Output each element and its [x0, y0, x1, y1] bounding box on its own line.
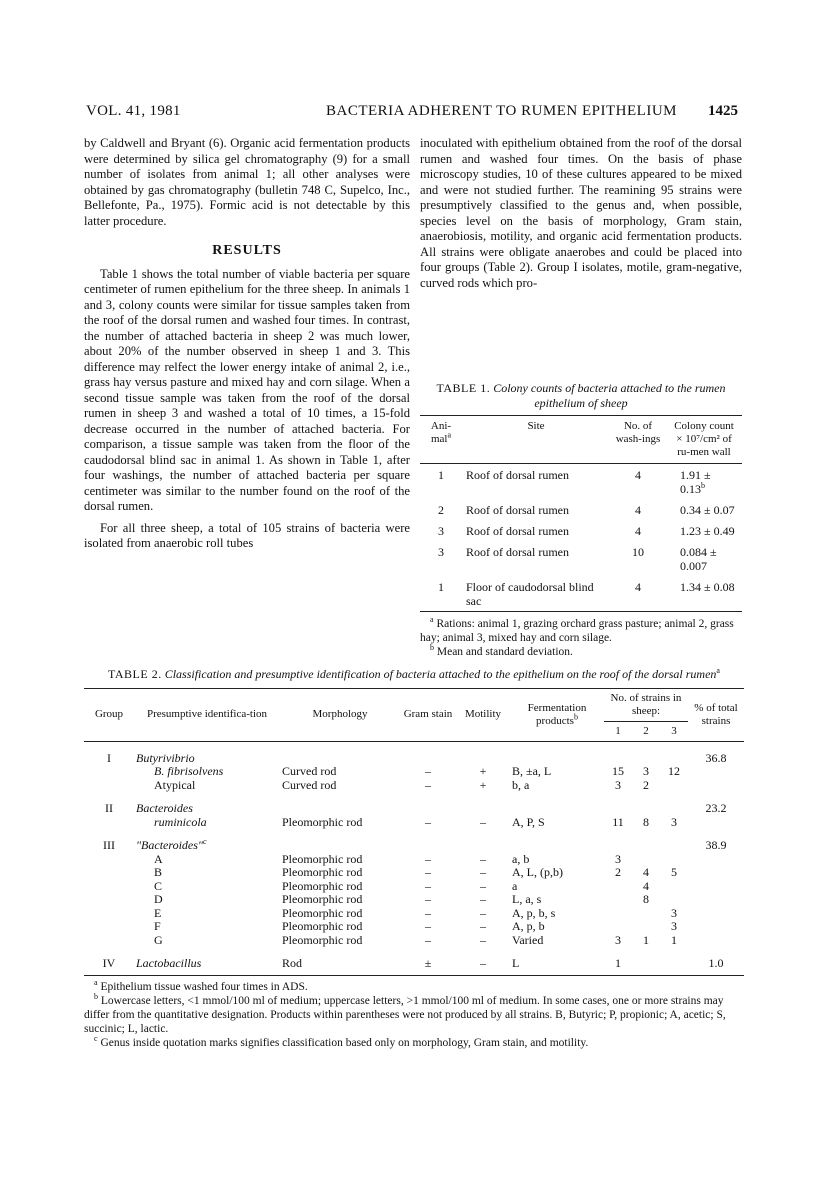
table-row — [420, 576, 742, 612]
cell-sheep-2 — [632, 947, 660, 975]
cell-sheep-2 — [632, 853, 660, 867]
cell-gram: – — [425, 865, 431, 879]
cell-identification: G — [154, 932, 163, 947]
cell-sheep-3: 1 — [671, 932, 677, 947]
cell-animal: 1 — [438, 468, 444, 482]
cell-group: IV — [102, 956, 116, 970]
table-1-footnote-a: $^a$ Rations: animal 1, grazing orchard grass pasture; animal 2, grass hay; animal 3, mixed hay and corn silage. — [420, 615, 734, 644]
cell-sheep-3 — [660, 893, 688, 907]
table-row — [84, 816, 744, 830]
cell-animal: 2 — [438, 503, 444, 517]
table-row — [84, 765, 744, 779]
cell-percent: 1.0 — [708, 956, 724, 970]
cell-sheep-2: 8 — [643, 892, 649, 906]
table-row — [84, 779, 744, 793]
cell-sheep-3: 5 — [671, 865, 677, 879]
table-row — [84, 947, 744, 975]
right-column — [420, 136, 742, 291]
cell-gram: ± — [424, 956, 432, 970]
cell-motility: – — [480, 932, 486, 947]
cell-sheep-1: 11 — [612, 814, 624, 829]
cell-identification: Atypical — [154, 777, 196, 792]
table-1 — [420, 381, 742, 659]
cell-identification: C — [154, 878, 163, 893]
table-2-header-gram: Gram stain — [403, 708, 453, 720]
table-1-header-count: Colony count × 10⁷/cm² of ru-men wall — [674, 420, 734, 458]
table-2-label: TABLE 2. — [108, 667, 162, 681]
table-1-label: TABLE 1. — [436, 381, 491, 395]
cell-sheep-1 — [604, 893, 632, 907]
cell-sheep-3 — [660, 947, 688, 975]
cell-motility: – — [480, 892, 486, 906]
cell-identification: F — [154, 919, 161, 933]
table-row — [84, 792, 744, 816]
cell-motility: + — [479, 777, 487, 792]
cell-identification: E — [154, 905, 162, 920]
cell-sheep-3: 3 — [671, 814, 677, 829]
table-row — [84, 829, 744, 853]
table-2-header-fermentation: Fermentation products$^b$ — [527, 701, 587, 727]
cell-gram: – — [425, 932, 431, 947]
methods-paragraph: by Caldwell and Bryant (6). Organic acid fermentation products were determined by silica gel chromatography (9) for a small number of isolates from animal 1; all other analyses were obtained by gas chromatography (bulletin 748 C, Supelco, Inc., Bellefonte, Pa., 1975). Formic acid is not detectable by this latter procedure. — [84, 136, 410, 228]
table-2-header-percent: % of total strains — [694, 701, 738, 727]
cell-identification: B — [154, 865, 163, 879]
cell-morphology: Curved rod — [282, 777, 337, 792]
table-2-header-sheep-1: 1 — [615, 724, 621, 737]
cell-count: 1.91 ± 0.13$^b$ — [680, 468, 711, 496]
cell-sheep-1 — [604, 907, 632, 921]
cell-site: Roof of dorsal rumen — [466, 545, 569, 559]
cell-animal: 3 — [438, 545, 444, 559]
cell-group: II — [105, 801, 113, 815]
cell-percent: 23.2 — [705, 801, 727, 815]
cell-fermentation: A, p, b, s — [512, 905, 556, 920]
table-1-title: Colony counts of bacteria attached to the rumen epithelium of sheep — [493, 381, 726, 410]
cell-fermentation: Varied — [512, 932, 544, 947]
cell-motility: – — [480, 956, 486, 970]
cell-percent: 38.9 — [705, 838, 727, 852]
cell-washings: 4 — [635, 468, 641, 482]
table-row — [84, 880, 744, 894]
cell-fermentation: A, p, b — [512, 919, 545, 933]
cell-sheep-1: 3 — [615, 932, 621, 947]
cell-morphology: Rod — [282, 956, 303, 970]
cell-gram: – — [425, 919, 431, 933]
cell-site: Roof of dorsal rumen — [466, 524, 569, 538]
volume-year: VOL. 41, 1981 — [86, 103, 181, 119]
cell-sheep-1 — [604, 880, 632, 894]
table-1-caption — [420, 381, 742, 410]
cell-motility: – — [480, 865, 486, 879]
cell-sheep-2: 4 — [643, 865, 649, 879]
cell-genus: Bacteroides — [136, 801, 193, 815]
cell-genus: Lactobacillus — [136, 956, 202, 970]
table-1-grid — [420, 415, 742, 612]
cell-gram: – — [425, 814, 431, 829]
cell-gram: – — [425, 764, 431, 778]
table-1-header-animal: Ani-mal$^a$ — [430, 420, 452, 445]
cell-fermentation: a, b — [512, 851, 530, 866]
cell-motility: – — [480, 878, 486, 893]
cell-motility: + — [479, 764, 487, 778]
cell-fermentation: a — [512, 878, 518, 893]
cell-identification: B. fibrisolvens — [154, 764, 224, 778]
cell-washings: 4 — [635, 503, 641, 517]
table-1-footnote-b: $^b$ Mean and standard deviation. — [430, 643, 573, 658]
cell-site: Roof of dorsal rumen — [466, 503, 569, 517]
table-row — [84, 934, 744, 948]
table-2-header-identification: Presumptive identifica-tion — [146, 708, 268, 720]
cell-morphology: Pleomorphic rod — [282, 865, 363, 879]
table-2-footnote-c: $^c$ Genus inside quotation marks signifies classification based only on morphology, Gram stain, and motility. — [94, 1033, 589, 1049]
cell-sheep-3: 12 — [668, 764, 680, 778]
cell-sheep-2: 4 — [643, 878, 649, 893]
cell-motility: – — [480, 919, 486, 933]
cell-site: Floor of caudodorsal blind sac — [466, 580, 594, 608]
cell-fermentation: A, P, S — [512, 814, 545, 829]
cell-sheep-2: 2 — [643, 777, 649, 792]
cell-gram: – — [425, 878, 431, 893]
table-1-header-site: Site — [527, 420, 545, 432]
cell-sheep-3 — [660, 779, 688, 793]
table-row — [84, 893, 744, 907]
cell-motility: – — [480, 905, 486, 920]
table-2-header-group: Group — [94, 708, 124, 720]
cell-percent: 36.8 — [705, 750, 727, 765]
cell-identification: D — [154, 892, 163, 906]
table-2-header-sheep-3: 3 — [671, 724, 677, 737]
cell-washings: 4 — [635, 580, 641, 594]
cell-identification: ruminicola — [154, 814, 207, 829]
cell-fermentation: L, a, s — [512, 892, 542, 906]
results-paragraph-2: For all three sheep, a total of 105 strains of bacteria were isolated from anaerobic roll tubes — [84, 520, 410, 550]
cell-count: 0.34 ± 0.07 — [680, 503, 735, 517]
table-row — [84, 920, 744, 934]
cell-morphology: Pleomorphic rod — [282, 919, 363, 933]
cell-fermentation: L — [512, 956, 520, 970]
cell-motility: – — [480, 851, 486, 866]
cell-group: I — [107, 750, 111, 765]
cell-site: Roof of dorsal rumen — [466, 468, 569, 482]
cell-sheep-1: 3 — [615, 777, 621, 792]
cell-gram: – — [425, 851, 431, 866]
cell-sheep-2 — [632, 920, 660, 934]
cell-sheep-2: 1 — [643, 932, 649, 947]
cell-sheep-2 — [632, 907, 660, 921]
table-1-header-washings: No. of wash-ings — [615, 420, 661, 445]
cell-sheep-1: 15 — [612, 764, 624, 778]
results-paragraph-1: Table 1 shows the total number of viable bacteria per square centimeter of rumen epithelium for the three sheep. In animals 1 and 3, colony counts were similar for tissue samples taken from the roof of the dorsal rumen and washed four times. In contrast, the number of attached bacteria in sheep 2 was much lower, about 20% of the number observed in sheep 1 and 3. This difference may relfect the lower energy intake of animal 2, i.e., grass hay versus pasture and mixed hay and corn silage. When a second tissue sample was taken from the roof of the dorsal rumen in sheep 3 and washed a total of 10 times, a 15-fold decrease occurred in the number of attached bacteria. For comparison, a tissue sample was taken from the floor of the caudodorsal blind sac in animal 1. As shown in Table 1, after four washings, the number of attached bacteria per square centimeter was similar to the number found on the roof of the dorsal rumen. — [84, 266, 410, 513]
cell-gram: – — [425, 892, 431, 906]
cell-fermentation: B, ±a, L — [512, 764, 552, 778]
cell-gram: – — [425, 905, 431, 920]
cell-morphology: Pleomorphic rod — [282, 905, 363, 920]
cell-washings: 4 — [635, 524, 641, 538]
cell-sheep-3 — [660, 853, 688, 867]
table-2-header-morphology: Morphology — [312, 708, 368, 720]
table-row — [420, 541, 742, 576]
cell-morphology: Pleomorphic rod — [282, 851, 363, 866]
cell-animal: 3 — [438, 524, 444, 538]
results-paragraph-continued: inoculated with epithelium obtained from the roof of the dorsal rumen and washed four times. On the basis of phase microscopy studies, 10 of these cultures appeared to be mixed and were not studied further. The reamining 95 strains were presumptively classified to the genus and, when possible, species level on the basis of morphology, Gram stain, anaerobiosis, motility, and organic acid fermentation products. All strains were obligate anaerobes and could be placed into four groups (Table 2). Group I isolates, motile, gram-negative, curved rods which pro- — [420, 136, 742, 290]
table-2-grid — [84, 688, 744, 976]
table-row — [84, 741, 744, 765]
table-2-header-sheep-2: 2 — [643, 724, 649, 737]
cell-group: III — [103, 838, 115, 852]
cell-sheep-1: 1 — [615, 956, 621, 970]
results-heading: RESULTS — [212, 243, 282, 258]
cell-sheep-3: 3 — [671, 905, 677, 920]
table-row — [84, 866, 744, 880]
cell-identification: A — [154, 851, 163, 866]
cell-washings: 10 — [632, 545, 644, 559]
cell-morphology: Pleomorphic rod — [282, 814, 363, 829]
cell-genus: "Bacteroides"$^c$ — [136, 837, 207, 852]
table-row — [420, 464, 742, 500]
cell-sheep-2: 8 — [643, 814, 649, 829]
table-2-header-strains: No. of strains in sheep: — [604, 688, 688, 721]
cell-sheep-1 — [604, 920, 632, 934]
cell-morphology: Pleomorphic rod — [282, 892, 363, 906]
table-2-footnote-b: $^b$ Lowercase letters, <1 mmol/100 ml of medium; uppercase letters, >1 mmol/100 ml of medium. In some cases, one or more strains may differ from the quantitative designation. Products within parentheses were not produced by all strains. B, Butyric; P, propionic; A, acetic; S, succinic; L, lactic. — [84, 991, 726, 1035]
table-2-caption: TABLE 2. Classification and presumptive identification of bacteria attached to the epithelium on the roof of the dorsal rumen$^a$ — [108, 666, 720, 681]
cell-morphology: Pleomorphic rod — [282, 878, 363, 893]
cell-count: 1.23 ± 0.49 — [680, 524, 735, 538]
cell-sheep-1: 2 — [615, 865, 621, 879]
cell-motility: – — [480, 814, 486, 829]
table-row — [420, 520, 742, 541]
cell-genus: Butyrivibrio — [136, 750, 195, 765]
table-2-header-motility: Motility — [464, 708, 502, 720]
running-title: BACTERIA ADHERENT TO RUMEN EPITHELIUM — [326, 103, 678, 119]
cell-fermentation: A, L, (p,b) — [512, 865, 563, 879]
cell-morphology: Pleomorphic rod — [282, 932, 363, 947]
cell-fermentation: b, a — [512, 777, 530, 792]
cell-sheep-3 — [660, 880, 688, 894]
cell-count: 1.34 ± 0.08 — [680, 580, 735, 594]
table-row — [420, 499, 742, 520]
table-row — [84, 907, 744, 921]
cell-count: 0.084 ± 0.007 — [680, 545, 717, 573]
table-row — [84, 853, 744, 867]
cell-sheep-1: 3 — [615, 851, 621, 866]
table-1-footnotes — [420, 617, 742, 659]
table-2-footnotes — [84, 977, 744, 1050]
cell-morphology: Curved rod — [282, 764, 337, 778]
page-number: 1425 — [708, 103, 738, 119]
table-2-footnote-a: $^a$ Epithelium tissue washed four times in ADS. — [94, 977, 308, 993]
cell-sheep-3: 3 — [671, 919, 677, 933]
cell-animal: 1 — [438, 580, 444, 594]
table-2-title: Classification and presumptive identification of bacteria attached to the epithelium on the roof of the dorsal rumen — [164, 667, 717, 681]
table-2 — [84, 667, 744, 1050]
left-column — [84, 136, 410, 552]
cell-gram: – — [425, 777, 431, 792]
cell-sheep-2: 3 — [643, 764, 649, 778]
